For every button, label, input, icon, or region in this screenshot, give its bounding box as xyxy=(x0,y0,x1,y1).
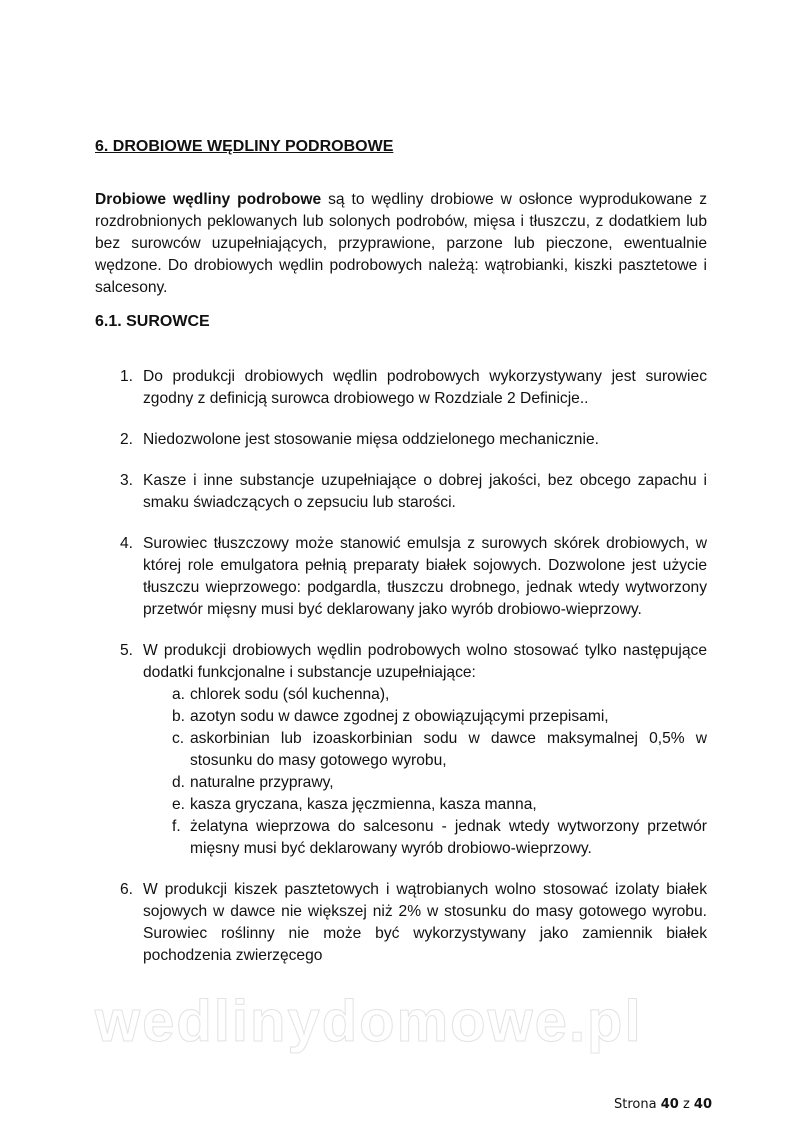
page-number: 40 xyxy=(660,1097,679,1112)
item-number: 5. xyxy=(120,642,134,659)
section-heading: 6. DROBIOWE WĘDLINY PODROBOWE xyxy=(95,138,394,155)
item-text: W produkcji drobiowych wędlin podrobowych wolno stosować tylko następujące dodatki funkcjonalne i substancje uzupełniające: xyxy=(143,642,707,681)
sub-letter: c. xyxy=(172,730,185,747)
item-text: Kasze i inne substancje uzupełniające o dobrej jakości, bez obcego zapachu i smaku świadczących o zepsuciu lub starości. xyxy=(143,472,707,511)
page-total: 40 xyxy=(693,1097,713,1112)
sub-letter: f. xyxy=(172,818,181,835)
sub-letter: e. xyxy=(172,796,186,813)
item-text: W produkcji kiszek pasztetowych i wątrobianych wolno stosować izolaty białek sojowych w dawce nie większej niż 2% w stosunku do masy gotowego wyrobu. Surowiec roślinny nie może być wykorzystywany jako zamiennik białek pochodzenia zwierzęcego xyxy=(143,881,707,964)
page-footer xyxy=(614,1097,712,1113)
intro-paragraph xyxy=(95,189,707,299)
sub-item xyxy=(172,706,707,728)
list-item xyxy=(120,470,707,514)
sub-item xyxy=(172,794,707,816)
item-number: 2. xyxy=(120,431,134,448)
item-number: 1. xyxy=(120,368,134,385)
sub-letter: b. xyxy=(172,708,186,725)
sub-letter: d. xyxy=(172,774,186,791)
item-number: 4. xyxy=(120,535,134,552)
sub-list xyxy=(143,684,707,860)
sub-text: żelatyna wieprzowa do salcesonu - jednak wtedy wytworzony przetwór mięsny musi być deklarowany wyrób drobiowo-wieprzowy. xyxy=(190,818,707,857)
list-item xyxy=(120,640,707,860)
document-body xyxy=(95,136,707,1057)
item-text: Do produkcji drobiowych wędlin podrobowych wykorzystywany jest surowiec zgodny z definicją surowca drobiowego w Rozdziale 2 Definicje.. xyxy=(143,368,707,407)
item-text: Surowiec tłuszczowy może stanowić emulsja z surowych skórek drobiowych, w której role emulgatora pełnią preparaty białek sojowych. Dozwolone jest użycie tłuszczu wieprzowego: podgardla, tłuszczu drobnego, jednak wtedy wytworzony przetwór mięsny musi być deklarowany jako wyrób drobiowo-wieprzowy. xyxy=(143,535,707,618)
item-number: 3. xyxy=(120,472,134,489)
sub-text: azotyn sodu w dawce zgodnej z obowiązującymi przepisami, xyxy=(190,708,609,725)
subsection-heading: 6.1. SUROWCE xyxy=(95,313,210,330)
sub-text: kasza gryczana, kasza jęczmienna, kasza manna, xyxy=(190,796,537,813)
list-item xyxy=(120,429,707,451)
page-separator: z xyxy=(682,1097,690,1112)
sub-text: chlorek sodu (sól kuchenna), xyxy=(190,686,390,703)
item-text: Niedozwolone jest stosowanie mięsa oddzielonego mechanicznie. xyxy=(143,431,599,448)
list-item xyxy=(120,366,707,410)
list-item xyxy=(120,879,707,967)
item-number: 6. xyxy=(120,881,134,898)
sub-item xyxy=(172,772,707,794)
watermark: wedlinydomowe.pl xyxy=(95,989,643,1054)
intro-bold: Drobiowe wędliny podrobowe xyxy=(95,191,322,208)
sub-text: askorbinian lub izoaskorbinian sodu w dawce maksymalnej 0,5% w stosunku do masy gotowego wyrobu, xyxy=(190,730,707,769)
sub-letter: a. xyxy=(172,686,186,703)
sub-text: naturalne przyprawy, xyxy=(190,774,334,791)
intro-text: są to wędliny drobiowe w osłonce wyprodukowane z rozdrobnionych peklowanych lub solonych podrobów, mięsa i tłuszczu, z dodatkiem lub bez surowców uzupełniających, przyprawione, parzone lub pieczone, ewentualnie wędzone. Do drobiowych wędlin podrobowych należą: wątrobianki, kiszki pasztetowe i salcesony. xyxy=(95,191,707,296)
page-label: Strona xyxy=(614,1097,657,1112)
sub-item xyxy=(172,728,707,772)
sub-item xyxy=(172,684,707,706)
list-item xyxy=(120,533,707,621)
sub-item xyxy=(172,816,707,860)
